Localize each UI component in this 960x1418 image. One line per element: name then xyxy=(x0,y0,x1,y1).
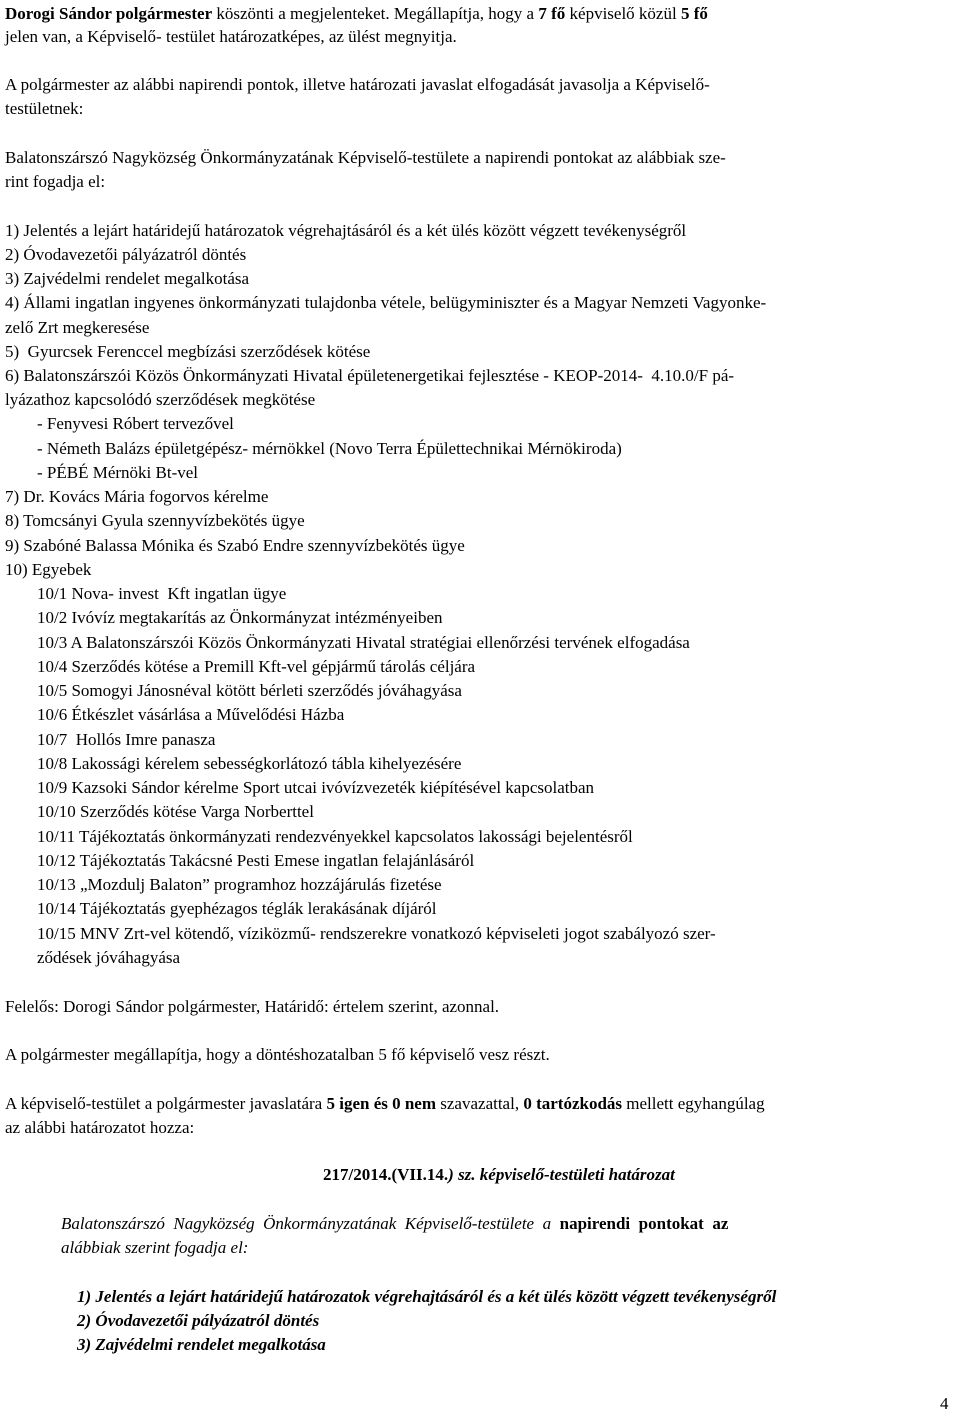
res-intro-bold: napirendi pontokat az xyxy=(555,1214,729,1233)
intro-text: köszönti a megjelenteket. Megállapítja, hogy a xyxy=(212,4,539,23)
agenda-subitem: 10/15 MNV Zrt-vel kötendő, víziközmű- rendszerekre vonatkozó képviseleti jogot szabályozó szer- xyxy=(37,924,716,943)
vote-count: 5 igen és 0 nem xyxy=(326,1094,437,1113)
agenda-item: 1) Jelentés a lejárt határidejű határozatok végrehajtásáról és a két ülés között végzett tevékenységről xyxy=(5,221,687,240)
agenda-subitem: 10/11 Tájékoztatás önkormányzati rendezvényekkel kapcsolatos lakossági bejelentésről xyxy=(37,827,633,846)
present-members: 5 fő xyxy=(680,4,708,23)
res-intro-line-1 xyxy=(61,1214,728,1234)
agenda-item: 5) Gyurcsek Ferenccel megbízási szerződések kötése xyxy=(5,342,371,361)
agenda-subitem: 10/3 A Balatonszárszói Közös Önkormányzati Hivatal stratégiai ellenőrzési tervének elfogadása xyxy=(37,633,690,652)
adopt-line-2: rint fogadja el: xyxy=(5,172,106,191)
responsible-line: Felelős: Dorogi Sándor polgármester, Határidő: értelem szerint, azonnal. xyxy=(5,997,500,1016)
agenda-subitem: 10/7 Hollós Imre panasza xyxy=(37,730,216,749)
resolution-heading xyxy=(323,1165,675,1185)
res-agenda-item: 2) Óvodavezetői pályázatról döntés xyxy=(77,1311,320,1330)
agenda-subitem: - PÉBÉ Mérnöki Bt-vel xyxy=(37,463,199,482)
agenda-item: 9) Szabóné Balassa Mónika és Szabó Endre szennyvízbekötés ügye xyxy=(5,536,465,555)
proposal-line-2: testületnek: xyxy=(5,99,84,118)
agenda-item: zelő Zrt megkeresése xyxy=(5,318,150,337)
agenda-subitem: 10/13 „Mozdulj Balaton” programhoz hozzájárulás fizetése xyxy=(37,875,442,894)
total-members: 7 fő xyxy=(538,4,566,23)
res-agenda-item: 1) Jelentés a lejárt határidejű határozatok végrehajtásáról és a két ülés között végzett tevékenységről xyxy=(77,1287,777,1306)
agenda-subitem: 10/8 Lakossági kérelem sebességkorlátozó tábla kihelyezésére xyxy=(37,754,462,773)
agenda-subitem: 10/10 Szerződés kötése Varga Norberttel xyxy=(37,802,314,821)
res-intro-line-2: alábbiak szerint fogadja el: xyxy=(61,1238,249,1257)
agenda-item: lyázathoz kapcsolódó szerződések megkötése xyxy=(5,390,316,409)
page-number: 4 xyxy=(940,1394,949,1413)
agenda-item: 4) Állami ingatlan ingyenes önkormányzati tulajdonba vétele, belügyminiszter és a Magyar Nemzeti Vagyonke- xyxy=(5,293,767,312)
intro-text-2: képviselő közül xyxy=(565,4,681,23)
agenda-subitem: 10/6 Étkészlet vásárlása a Művelődési Házba xyxy=(37,705,345,724)
mayor-name: Dorogi Sándor polgármester xyxy=(5,4,213,23)
agenda-item: 2) Óvodavezetői pályázatról döntés xyxy=(5,245,247,264)
vote-text: szavazattal, xyxy=(436,1094,524,1113)
agenda-subitem: - Fenyvesi Róbert tervezővel xyxy=(37,414,234,433)
agenda-subitem: 10/14 Tájékoztatás gyephézagos téglák lerakásának díjáról xyxy=(37,899,437,918)
agenda-subitem: ződések jóváhagyása xyxy=(37,948,181,967)
adopt-line-1: Balatonszárszó Nagyközség Önkormányzatának Képviselő-testülete a napirendi pontokat az alábbiak sze- xyxy=(5,148,726,167)
agenda-subitem: 10/9 Kazsoki Sándor kérelme Sport utcai ivóvízvezeték kiépítésével kapcsolatban xyxy=(37,778,595,797)
agenda-subitem: 10/1 Nova- invest Kft ingatlan ügye xyxy=(37,584,287,603)
agenda-item: 10) Egyebek xyxy=(5,560,92,579)
vote-text: mellett egyhangúlag xyxy=(622,1094,765,1113)
agenda-item: 8) Tomcsányi Gyula szennyvízbekötés ügye xyxy=(5,511,305,530)
agenda-subitem: - Németh Balázs épületgépész- mérnökkel (Novo Terra Épülettechnikai Mérnökiroda) xyxy=(37,439,622,458)
agenda-item: 3) Zajvédelmi rendelet megalkotása xyxy=(5,269,250,288)
agenda-subitem: 10/12 Tájékoztatás Takácsné Pesti Emese ingatlan felajánlásáról xyxy=(37,851,475,870)
vote-text: A képviselő-testület a polgármester javaslatára xyxy=(5,1094,327,1113)
intro-line-2: jelen van, a Képviselő- testület határozatképes, az ülést megnyitja. xyxy=(5,27,457,46)
res-agenda-item: 3) Zajvédelmi rendelet megalkotása xyxy=(77,1335,326,1354)
abstention-count: 0 tartózkodás xyxy=(523,1094,623,1113)
agenda-item: 7) Dr. Kovács Mária fogorvos kérelme xyxy=(5,487,269,506)
res-intro-italic: Balatonszárszó Nagyközség Önkormányzatának Képviselő-testülete a xyxy=(61,1214,556,1233)
agenda-subitem: 10/5 Somogyi Jánosnéval kötött bérleti szerződés jóváhagyása xyxy=(37,681,462,700)
agenda-subitem: 10/4 Szerződés kötése a Premill Kft-vel gépjármű tárolás céljára xyxy=(37,657,476,676)
vote-line-2: az alábbi határozatot hozza: xyxy=(5,1118,195,1137)
agenda-subitem: 10/2 Ivóvíz megtakarítás az Önkormányzat intézményeiben xyxy=(37,608,443,627)
resolution-suffix: ) sz. képviselő-testületi határozat xyxy=(448,1165,675,1184)
intro-line-1 xyxy=(5,4,708,24)
vote-line-1 xyxy=(5,1094,765,1114)
resolution-number: 217/2014.(VII.14. xyxy=(323,1165,449,1184)
participation-line: A polgármester megállapítja, hogy a döntéshozatalban 5 fő képviselő vesz részt. xyxy=(5,1045,550,1064)
proposal-line-1: A polgármester az alábbi napirendi pontok, illetve határozati javaslat elfogadását javasolja a Képviselő- xyxy=(5,75,710,94)
agenda-item: 6) Balatonszárszói Közös Önkormányzati Hivatal épületenergetikai fejlesztése - KEOP-2014- 4.10.0/F pá- xyxy=(5,366,735,385)
